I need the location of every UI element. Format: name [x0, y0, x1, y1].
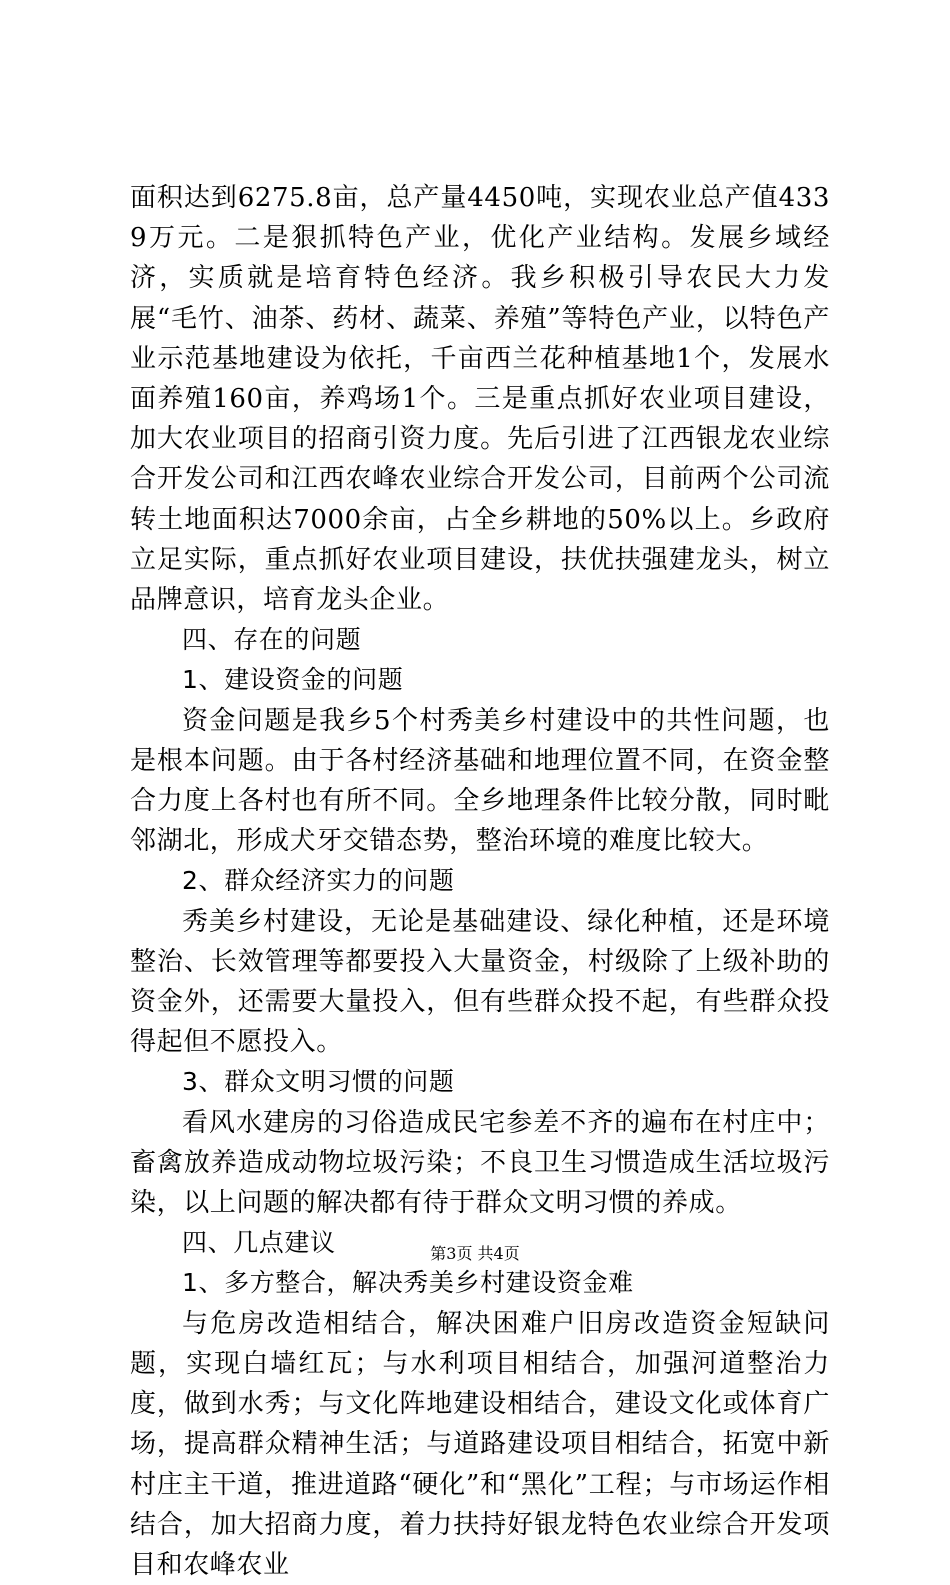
- section-heading: 四、几点建议: [182, 1228, 336, 1258]
- subsection-heading: 1、多方整合，解决秀美乡村建设资金难: [182, 1268, 634, 1298]
- document-body: [130, 178, 830, 1585]
- section-heading: 四、存在的问题: [182, 625, 362, 655]
- body-paragraph: 与危房改造相结合，解决困难户旧房改造资金短缺问题，实现白墙红瓦；与水利项目相结合，加强河道整治力度，做到水秀；与文化阵地建设相结合，建设文化或体育广场，提高群众精神生活；与道路建设项目相结合，拓宽中新村庄主干道，推进道路“硬化”和“黑化”工程；与市场运作相结合，加大招商力度，着力扶持好银龙特色农业综合开发项目和农峰农业: [130, 1308, 830, 1580]
- body-paragraph: 看风水建房的习俗造成民宅参差不齐的遍布在村庄中；畜禽放养造成动物垃圾污染；不良卫生习惯造成生活垃圾污染，以上问题的解决都有待于群众文明习惯的养成。: [130, 1107, 830, 1219]
- body-paragraph: 资金问题是我乡5个村秀美乡村建设中的共性问题，也是根本问题。由于各村经济基础和地理位置不同，在资金整合力度上各村也有所不同。全乡地理条件比较分散，同时毗邻湖北，形成犬牙交错态势，整治环境的难度比较大。: [130, 705, 830, 857]
- page-footer: 第3页 共4页: [430, 1244, 520, 1263]
- subsection-heading: 1、建设资金的问题: [182, 665, 404, 695]
- body-paragraph: 面积达到6275.8亩，总产量4450吨，实现农业总产值4339万元。二是狠抓特色产业，优化产业结构。发展乡域经济，实质就是培育特色经济。我乡积极引导农民大力发展“毛竹、油茶、药材、蔬菜、养殖”等特色产业，以特色产业示范基地建设为依托，千亩西兰花种植基地1个，发展水面养殖160亩，养鸡场1个。三是重点抓好农业项目建设，加大农业项目的招商引资力度。先后引进了江西银龙农业综合开发公司和江西农峰农业综合开发公司，目前两个公司流转土地面积达7000余亩，占全乡耕地的50%以上。乡政府立足实际，重点抓好农业项目建设，扶优扶强建龙头，树立品牌意识，培育龙头企业。: [130, 183, 830, 616]
- subsection-heading: 3、群众文明习惯的问题: [182, 1067, 455, 1097]
- subsection-heading: 2、群众经济实力的问题: [182, 866, 455, 896]
- body-paragraph: 秀美乡村建设，无论是基础建设、绿化种植，还是环境整治、长效管理等都要投入大量资金，村级除了上级补助的资金外，还需要大量投入，但有些群众投不起，有些群众投得起但不愿投入。: [130, 906, 830, 1058]
